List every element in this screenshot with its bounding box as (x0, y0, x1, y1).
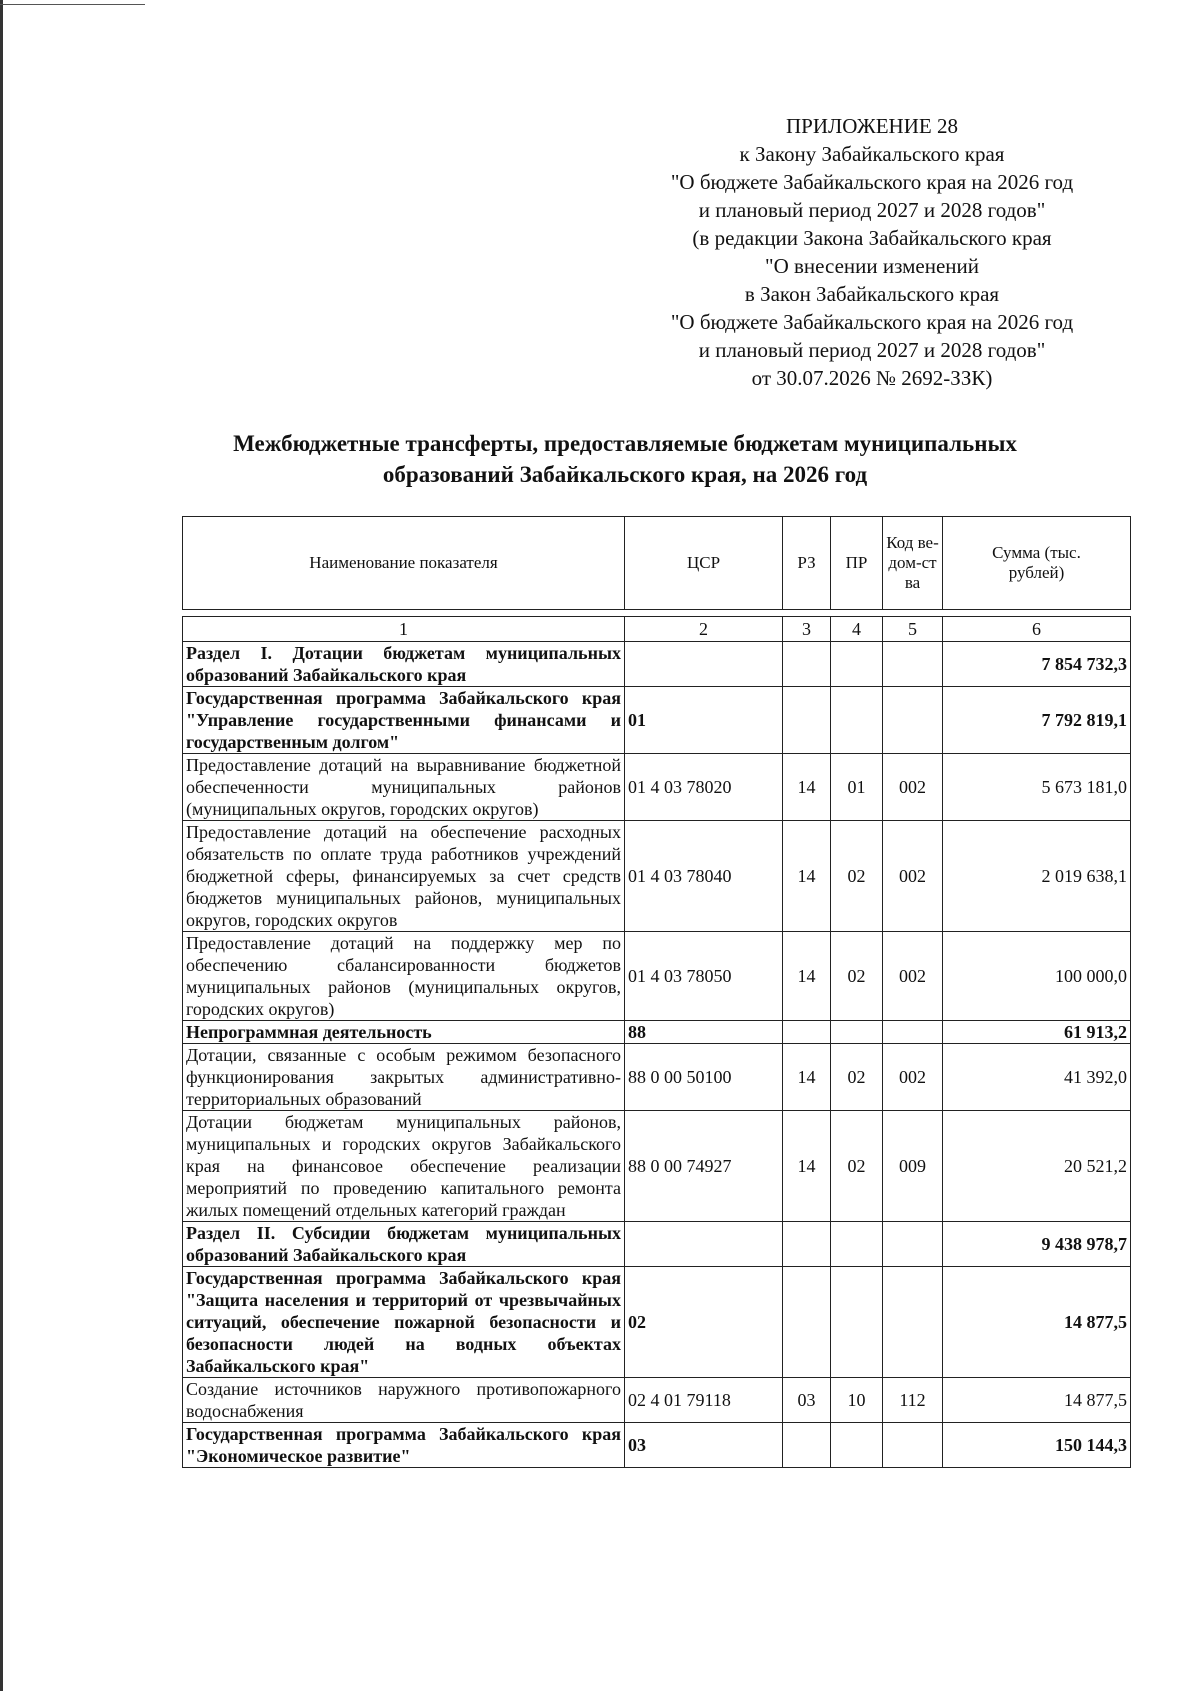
appendix-line: в Закон Забайкальского края (744, 282, 1000, 306)
table-row (183, 1378, 1131, 1423)
row-csr-cell: 03 (625, 1423, 783, 1468)
row-pr-cell (831, 1021, 883, 1044)
row-rz-cell: 14 (783, 821, 831, 932)
appendix-line: "О бюджете Забайкальского края на 2026 год (670, 310, 1074, 334)
row-sum-cell: 9 438 978,7 (943, 1222, 1131, 1267)
row-sum-cell: 7 854 732,3 (943, 642, 1131, 687)
row-csr-cell: 88 0 00 50100 (625, 1044, 783, 1111)
column-number: 4 (831, 617, 883, 642)
table-row (183, 1423, 1131, 1468)
scan-mark (0, 4, 145, 5)
row-rz-cell (783, 1021, 831, 1044)
row-name-cell: Создание источников наружного противопожарного водоснабжения (183, 1378, 625, 1423)
row-name-cell: Дотации, связанные с особым режимом безопасного функционирования закрытых административно-территориальных образований (183, 1044, 625, 1111)
table-row (183, 821, 1131, 932)
row-csr-cell: 02 4 01 79118 (625, 1378, 783, 1423)
row-csr-cell: 01 4 03 78040 (625, 821, 783, 932)
row-pr-cell: 01 (831, 754, 883, 821)
column-number-row (183, 617, 1131, 642)
row-rz-cell (783, 642, 831, 687)
row-kod-cell (883, 687, 943, 754)
row-rz-cell (783, 1423, 831, 1468)
row-pr-cell: 02 (831, 821, 883, 932)
row-kod-cell: 002 (883, 821, 943, 932)
row-name-cell: Предоставление дотаций на поддержку мер по обеспечению сбалансированности бюджетов муниципальных районов (муниципальных округов, городских округов) (183, 932, 625, 1021)
document-title (150, 428, 1100, 490)
row-name-cell: Дотации бюджетам муниципальных районов, муниципальных и городских округов Забайкальского края на финансовое обеспечение реализации мероприятий по проведению капитального ремонта жилых помещений отдельных категорий граждан (183, 1111, 625, 1222)
appendix-line: ПРИЛОЖЕНИЕ 28 (786, 114, 958, 138)
header-spacer (183, 610, 1131, 617)
row-csr-cell: 01 4 03 78020 (625, 754, 783, 821)
row-pr-cell (831, 687, 883, 754)
row-sum-cell: 14 877,5 (943, 1378, 1131, 1423)
row-name-cell: Раздел II. Субсидии бюджетам муниципальных образований Забайкальского края (183, 1222, 625, 1267)
row-sum-cell: 5 673 181,0 (943, 754, 1131, 821)
row-rz-cell: 03 (783, 1378, 831, 1423)
row-kod-cell (883, 1267, 943, 1378)
table-row (183, 1044, 1131, 1111)
table-row (183, 642, 1131, 687)
spacer-cell (183, 610, 1131, 617)
header-csr: ЦСР (625, 517, 783, 610)
row-rz-cell: 14 (783, 1111, 831, 1222)
row-name-cell: Государственная программа Забайкальского края "Управление государственными финансами и государственным долгом" (183, 687, 625, 754)
row-pr-cell (831, 1222, 883, 1267)
row-sum-cell: 2 019 638,1 (943, 821, 1131, 932)
column-number: 1 (183, 617, 625, 642)
column-number: 5 (883, 617, 943, 642)
row-sum-cell: 41 392,0 (943, 1044, 1131, 1111)
appendix-line: и плановый период 2027 и 2028 годов" (698, 338, 1046, 362)
row-kod-cell (883, 642, 943, 687)
column-number: 3 (783, 617, 831, 642)
row-rz-cell: 14 (783, 932, 831, 1021)
row-name-cell: Непрограммная деятельность (183, 1021, 625, 1044)
row-kod-cell (883, 1423, 943, 1468)
title-line-2: образований Забайкальского края, на 2026 год (382, 462, 868, 487)
table-row (183, 754, 1131, 821)
table-row (183, 1021, 1131, 1044)
row-sum-cell: 20 521,2 (943, 1111, 1131, 1222)
row-rz-cell: 14 (783, 1044, 831, 1111)
table-row (183, 932, 1131, 1021)
row-sum-cell: 150 144,3 (943, 1423, 1131, 1468)
row-sum-cell: 14 877,5 (943, 1267, 1131, 1378)
row-sum-cell: 61 913,2 (943, 1021, 1131, 1044)
appendix-line: к Закону Забайкальского края (739, 142, 1005, 166)
row-csr-cell (625, 642, 783, 687)
row-rz-cell (783, 687, 831, 754)
table-row (183, 1222, 1131, 1267)
row-name-cell: Государственная программа Забайкальского края "Защита населения и территорий от чрезвычайных ситуаций, обеспечение пожарной безопасности и безопасности людей на водных объектах Забайкальского края" (183, 1267, 625, 1378)
header-name: Наименование показателя (183, 517, 625, 610)
row-kod-cell (883, 1021, 943, 1044)
row-kod-cell: 002 (883, 932, 943, 1021)
appendix-line: от 30.07.2026 № 2692-ЗЗК) (751, 366, 993, 390)
row-rz-cell (783, 1222, 831, 1267)
row-csr-cell: 01 (625, 687, 783, 754)
row-kod-cell: 009 (883, 1111, 943, 1222)
row-pr-cell (831, 642, 883, 687)
table-row (183, 1267, 1131, 1378)
column-number: 2 (625, 617, 783, 642)
table-row (183, 687, 1131, 754)
row-kod-cell: 002 (883, 754, 943, 821)
table-header-row (183, 517, 1131, 610)
row-kod-cell: 002 (883, 1044, 943, 1111)
row-kod-cell (883, 1222, 943, 1267)
appendix-line: и плановый период 2027 и 2028 годов" (698, 198, 1046, 222)
header-rz: РЗ (783, 517, 831, 610)
header-kod: Код ве-дом-ства (883, 517, 943, 610)
column-number: 6 (943, 617, 1131, 642)
page-edge-line (0, 0, 3, 1691)
appendix-line: "О бюджете Забайкальского края на 2026 год (670, 170, 1074, 194)
header-sum: Сумма (тыс. рублей) (943, 517, 1131, 610)
row-kod-cell: 112 (883, 1378, 943, 1423)
row-pr-cell: 02 (831, 932, 883, 1021)
row-name-cell: Предоставление дотаций на выравнивание бюджетной обеспеченности муниципальных районов (муниципальных округов, городских округов) (183, 754, 625, 821)
appendix-line: (в редакции Закона Забайкальского края (692, 226, 1052, 250)
row-name-cell: Государственная программа Забайкальского края "Экономическое развитие" (183, 1423, 625, 1468)
header-pr: ПР (831, 517, 883, 610)
appendix-line: "О внесении изменений (765, 254, 979, 278)
row-sum-cell: 7 792 819,1 (943, 687, 1131, 754)
row-pr-cell: 10 (831, 1378, 883, 1423)
row-pr-cell (831, 1423, 883, 1468)
row-csr-cell: 88 0 00 74927 (625, 1111, 783, 1222)
transfers-table-wrapper (182, 516, 1130, 1468)
row-pr-cell: 02 (831, 1111, 883, 1222)
row-rz-cell (783, 1267, 831, 1378)
table-row (183, 1111, 1131, 1222)
row-name-cell: Предоставление дотаций на обеспечение расходных обязательств по оплате труда работников учреждений бюджетной сферы, финансируемых за счет средств бюджетов муниципальных районов, муниципальных округов, городских округов (183, 821, 625, 932)
row-csr-cell: 01 4 03 78050 (625, 932, 783, 1021)
row-csr-cell: 88 (625, 1021, 783, 1044)
title-line-1: Межбюджетные трансферты, предоставляемые бюджетам муниципальных (233, 431, 1017, 456)
row-sum-cell: 100 000,0 (943, 932, 1131, 1021)
row-csr-cell (625, 1222, 783, 1267)
appendix-header (612, 112, 1132, 392)
table-body (183, 642, 1131, 1468)
row-pr-cell (831, 1267, 883, 1378)
row-name-cell: Раздел I. Дотации бюджетам муниципальных образований Забайкальского края (183, 642, 625, 687)
row-pr-cell: 02 (831, 1044, 883, 1111)
row-csr-cell: 02 (625, 1267, 783, 1378)
row-rz-cell: 14 (783, 754, 831, 821)
transfers-table (182, 516, 1131, 1468)
